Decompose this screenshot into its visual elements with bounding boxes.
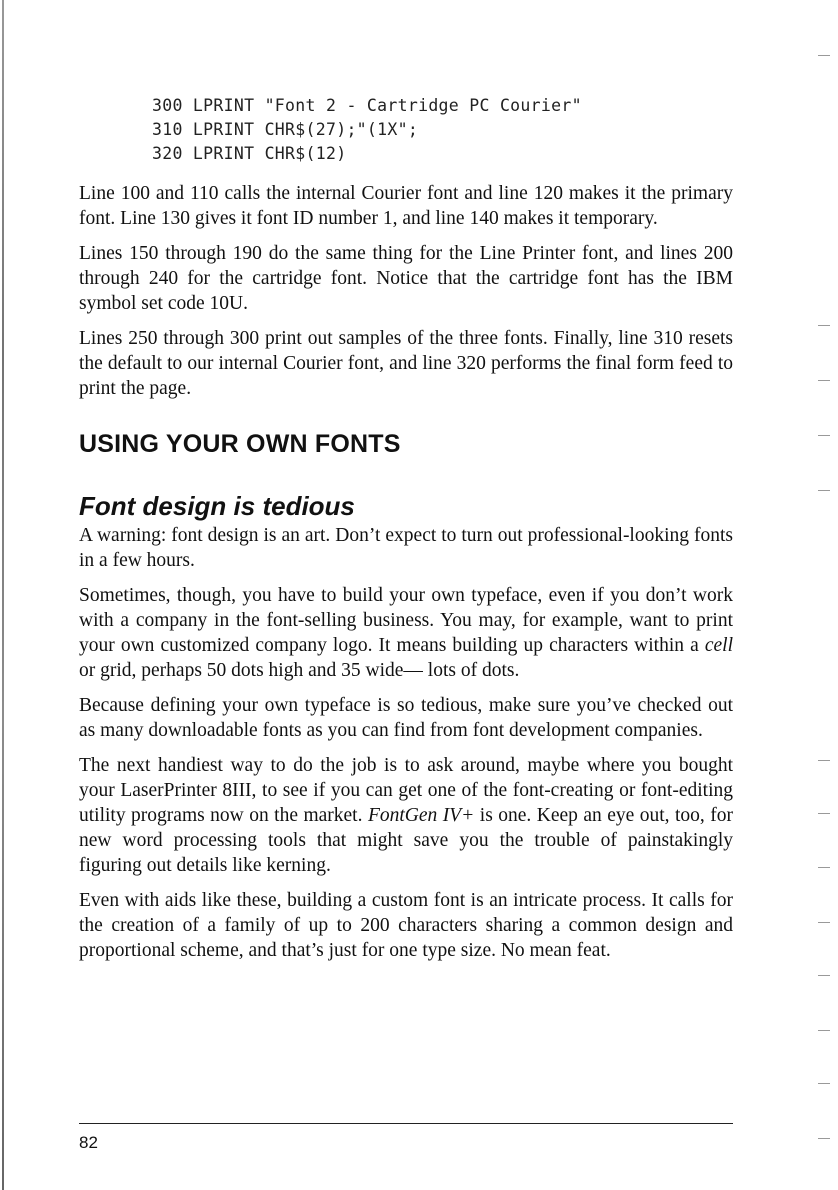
section-heading: USING YOUR OWN FONTS bbox=[79, 430, 401, 458]
basic-code-listing bbox=[152, 94, 582, 166]
italic-product-name: FontGen IV+ bbox=[367, 805, 475, 826]
scan-left-edge bbox=[2, 0, 4, 1190]
paragraph: Even with aids like these, building a custom font is an intricate process. It calls for the creation of a family of up to 200 characters sharing a common design and proportional scheme, and that’s just for one type size. No mean feat. bbox=[79, 890, 733, 961]
paragraph: Because defining your own typeface is so tedious, make sure you’ve checked out as many downloadable fonts as you can find from font development companies. bbox=[79, 695, 733, 741]
code-line: 300 LPRINT "Font 2 - Cartridge PC Courier" bbox=[152, 96, 582, 115]
code-line: 320 LPRINT CHR$(12) bbox=[152, 144, 347, 163]
paragraph: A warning: font design is an art. Don’t expect to turn out professional-looking fonts in a few hours. bbox=[79, 525, 733, 571]
page-number: 82 bbox=[79, 1133, 98, 1152]
paragraph: Lines 150 through 190 do the same thing for the Line Printer font, and lines 200 through 240 for the cartridge font. Notice that the cartridge font has the IBM symbol set code 10U. bbox=[79, 243, 733, 314]
paragraph bbox=[79, 753, 733, 878]
text-run: is one. Keep an eye out, too, for new word processing tools that might save you the trouble of painstakingly figuring out details like kerning. bbox=[79, 805, 733, 876]
footer-rule bbox=[79, 1123, 733, 1124]
italic-term: cell bbox=[704, 635, 733, 656]
paragraph: Lines 250 through 300 print out samples of the three fonts. Finally, line 310 resets the default to our internal Courier font, and line 320 performs the final form feed to print the page. bbox=[79, 328, 733, 399]
paragraph bbox=[79, 583, 733, 683]
code-line: 310 LPRINT CHR$(27);"(1X"; bbox=[152, 120, 419, 139]
paragraph: Line 100 and 110 calls the internal Courier font and line 120 makes it the primary font. Line 130 gives it font ID number 1, and line 140 makes it temporary. bbox=[79, 183, 733, 229]
scan-right-edge-marks bbox=[818, 0, 832, 1190]
subsection-heading: Font design is tedious bbox=[79, 491, 355, 521]
text-run: Sometimes, though, you have to build your own typeface, even if you don’t work with a company in the font-selling business. You may, for example, want to print your own customized company logo. It means building up characters within a bbox=[79, 585, 733, 656]
text-run: or grid, perhaps 50 dots high and 35 wide— lots of dots. bbox=[79, 660, 520, 681]
text-run: The next handiest way to do the job is to ask around, maybe where you bought your LaserPrinter 8III, to see if you can get one of the font-creating or font-editing utility programs now on the market. bbox=[79, 755, 733, 826]
page-body bbox=[79, 181, 733, 973]
